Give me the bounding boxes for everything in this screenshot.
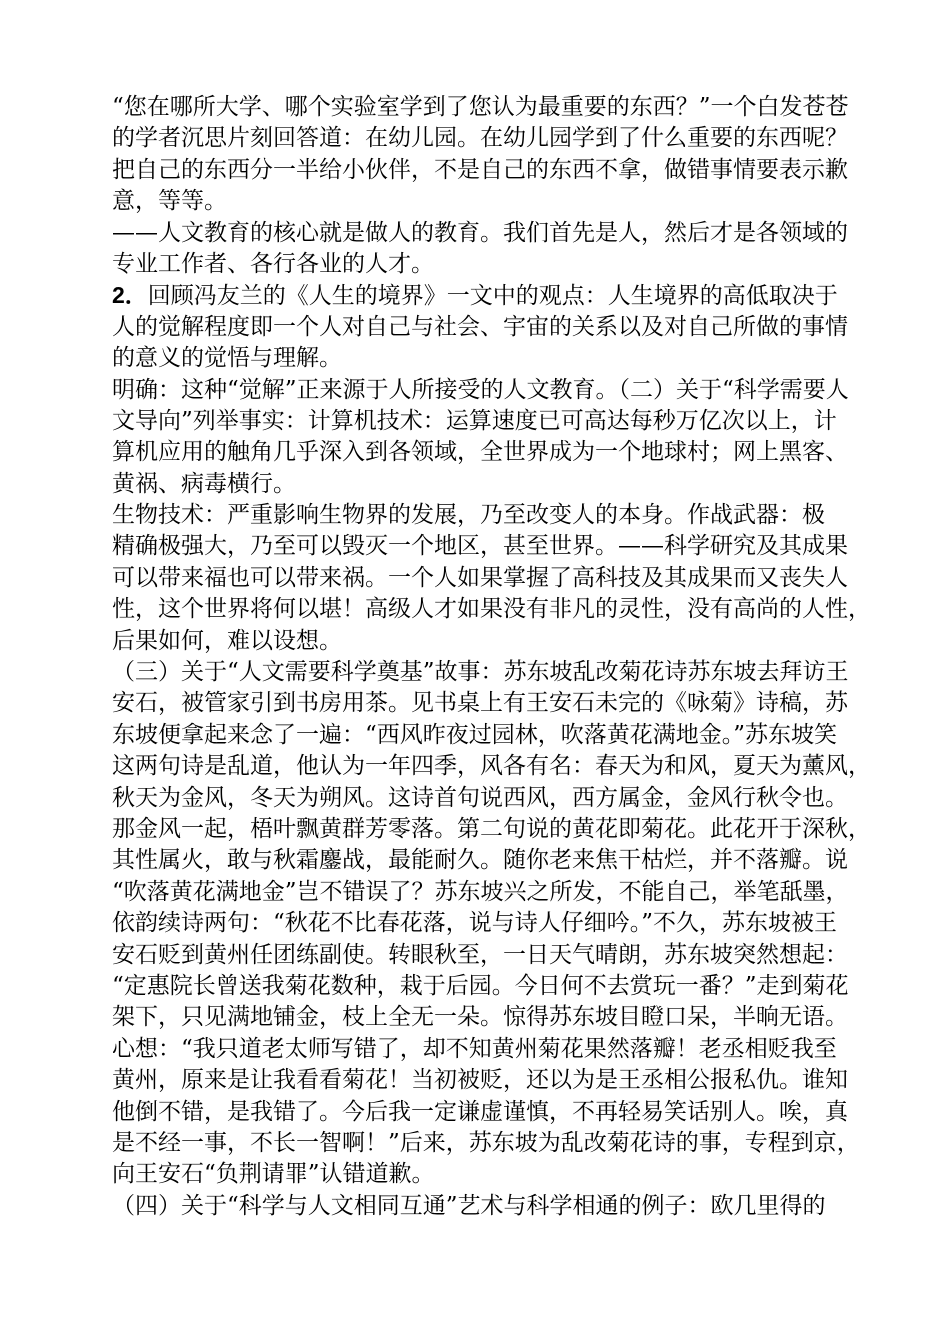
text-line: （四）关于“科学与人文相同互通”艺术与科学相通的例子：欧几里得的 — [112, 1192, 826, 1219]
text-line: 他倒不错，是我错了。今后我一定谦虚谨慎，不再轻易笑话别人。唉，真 — [112, 1098, 848, 1125]
document-page — [112, 92, 871, 1222]
text-line: 后果如何，难以设想。 — [112, 627, 342, 654]
text-line: 是不经一事，不长一智啊！”后来，苏东坡为乱改菊花诗的事，专程到京， — [112, 1129, 860, 1156]
text-line: 生物技术：严重影响生物界的发展，乃至改变人的本身。作战武器：极 — [112, 502, 825, 529]
text-line: 专业工作者、各行各业的人才。 — [112, 250, 434, 277]
text-line: 向王安石“负荆请罪”认错道歉。 — [112, 1161, 435, 1188]
text-line: 架下，只见满地铺金，枝上全无一朵。惊得苏东坡目瞪口呆，半晌无语。 — [112, 1004, 848, 1031]
text-line: 依韵续诗两句：“秋花不比春花落，说与诗人仔细吟。”不久，苏东坡被王 — [112, 910, 838, 937]
text-line: 意，等等。 — [112, 188, 227, 215]
text-line: 东坡便拿起来念了一遍：“西风昨夜过园林，吹落黄花满地金。”苏东坡笑 — [112, 721, 838, 748]
text-line: 的意义的觉悟与理解。 — [112, 345, 342, 372]
text-line: 这两句诗是乱道，他认为一年四季，风各有名：春天为和风，夏天为薰风， — [112, 753, 871, 780]
text-line: 精确极强大，乃至可以毁灭一个地区，甚至世界。——科学研究及其成果 — [112, 533, 848, 560]
text-line: “您在哪所大学、哪个实验室学到了您认为最重要的东西？”一个白发苍苍 — [112, 94, 849, 120]
text-line: 秋天为金风，冬天为朔风。这诗首句说西风，西方属金，金风行秋令也。 — [112, 784, 848, 811]
text-line: 回顾冯友兰的《人生的境界》一文中的观点：人生境界的高低取决于 — [147, 283, 838, 310]
text-line: 把自己的东西分一半给小伙伴，不是自己的东西不拿，做错事情要表示歉 — [112, 156, 848, 183]
text-line: 明确：这种“觉解”正来源于人所接受的人文教育。（二）关于“科学需要人 — [112, 376, 849, 403]
text-line: 其性属火，敢与秋霜鏖战，最能耐久。随你老来焦干枯烂，并不落瓣。说 — [112, 847, 848, 874]
text-line: 文导向”列举事实：计算机技术：运算速度已可高达每秒万亿次以上，计 — [112, 407, 837, 434]
text-line: 安石贬到黄州任团练副使。转眼秋至，一日天气晴朗，苏东坡突然想起： — [112, 941, 848, 968]
text-line: （三）关于“人文需要科学奠基”故事：苏东坡乱改菊花诗苏东坡去拜访王 — [112, 659, 849, 686]
text-line: “定惠院长曾送我菊花数种，栽于后园。今日何不去赏玩一番？”走到菊花 — [112, 972, 849, 999]
item-number: 2． — [112, 282, 148, 309]
text-line: 的学者沉思片刻回答道：在幼儿园。在幼儿园学到了什么重要的东西呢？ — [112, 125, 848, 152]
numbered-line — [112, 280, 857, 311]
text-line: 安石，被管家引到书房用茶。见书桌上有王安石未完的《咏菊》诗稿，苏 — [112, 690, 848, 717]
text-line: 性，这个世界将何以堪！高级人才如果没有非凡的灵性，没有高尚的人性， — [112, 596, 871, 623]
text-line: 黄祸、病毒横行。 — [112, 470, 296, 497]
text-line: 心想：“我只道老太师写错了，却不知黄州菊花果然落瓣！老丞相贬我至 — [112, 1035, 837, 1062]
text-line: ——人文教育的核心就是做人的教育。我们首先是人，然后才是各领域的 — [112, 219, 848, 246]
text-line: 那金风一起，梧叶飘黄群芳零落。第二句说的黄花即菊花。此花开于深秋， — [112, 815, 871, 842]
text-line: 可以带来福也可以带来祸。一个人如果掌握了高科技及其成果而又丧失人 — [112, 564, 848, 591]
text-line: 人的觉解程度即一个人对自己与社会、宇宙的关系以及对自己所做的事情 — [112, 313, 848, 340]
text-line: 黄州，原来是让我看看菊花！当初被贬，还以为是王丞相公报私仇。谁知 — [112, 1067, 848, 1094]
text-line: 算机应用的触角几乎深入到各领域，全世界成为一个地球村；网上黑客、 — [112, 439, 848, 466]
text-line: “吹落黄花满地金”岂不错误了？苏东坡兴之所发，不能自己，举笔舐墨， — [112, 878, 849, 905]
